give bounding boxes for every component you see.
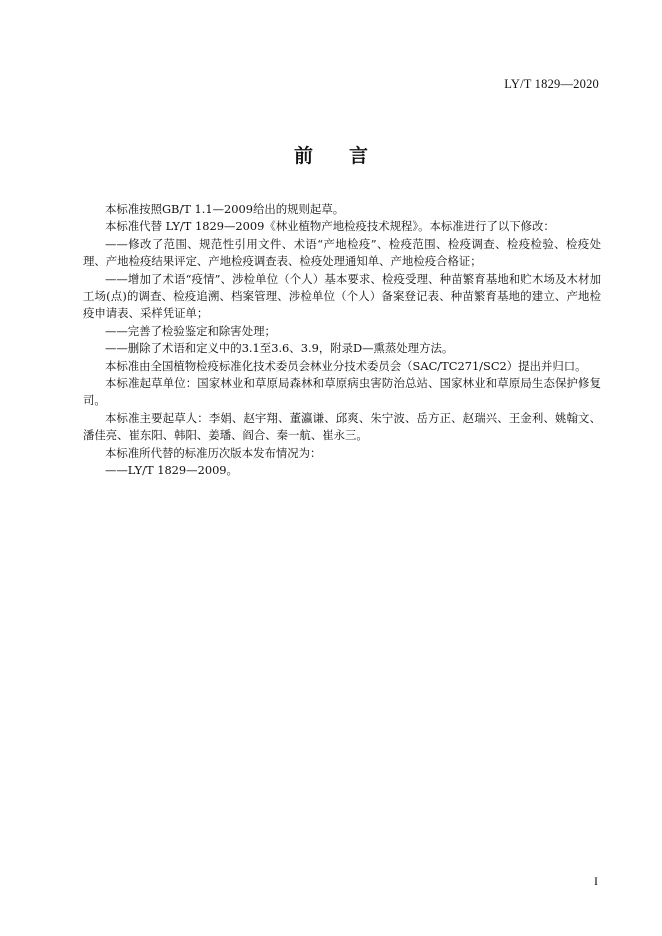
paragraph-history-intro: 本标准所代替的标准历次版本发布情况为： xyxy=(105,445,322,460)
paragraph-drafting-rules: 本标准按照GB/T 1.1—2009给出的规则起草。 xyxy=(105,202,345,216)
paragraph-change-deleted: ——删除了术语和定义中的3.1至3.6、3.9，附录D—熏蒸处理方法。 xyxy=(105,341,454,356)
paragraph-proposed-by: 本标准由全国植物检疫标准化技术委员会林业分技术委员会（SAC/TC271/SC2）提出并归口。 xyxy=(105,358,587,373)
paragraph-change-modified: ——修改了范围、规范性引用文件、术语“产地检疫”、检疫范围、检疫调查、检疫检验、检疫处理、产地检疫结果评定、产地检疫调查表、检疫处理通知单、产地检疫合格证； xyxy=(83,236,601,269)
paragraph-change-added: ——增加了术语“疫情”、涉检单位（个人）基本要求、检疫受理、种苗繁育基地和贮木场及木材加工场(点)的调查、检疫追溯、档案管理、涉检单位（个人）备案登记表、种苗繁育基地的建立、产地检疫申请表、采样凭证单； xyxy=(83,271,601,321)
paragraph-replaces: 本标准代替 LY/T 1829—2009《林业植物产地检疫技术规程》。本标准进行了以下修改： xyxy=(105,219,555,234)
standard-code: LY/T 1829—2020 xyxy=(504,77,599,91)
title-char-2: 言 xyxy=(349,145,369,167)
paragraph-change-improved: ——完善了检验鉴定和除害处理； xyxy=(105,323,276,338)
title-char-1: 前 xyxy=(293,145,313,167)
paragraph-drafters: 本标准主要起草人：李娟、赵宇翔、董瀛谦、邱爽、朱宁波、岳方正、赵瑞兴、王金利、姚翰文、潘佳亮、崔东阳、韩阳、姜璠、阎合、秦一航、崔永三。 xyxy=(83,410,601,443)
page-number: I xyxy=(594,874,598,888)
paragraph-drafting-units: 本标准起草单位：国家林业和草原局森林和草原病虫害防治总站、国家林业和草原局生态保护修复司。 xyxy=(83,376,601,408)
page-title xyxy=(0,141,662,168)
paragraph-history-item: ——LY/T 1829—2009。 xyxy=(105,463,238,478)
foreword-body xyxy=(83,201,601,480)
